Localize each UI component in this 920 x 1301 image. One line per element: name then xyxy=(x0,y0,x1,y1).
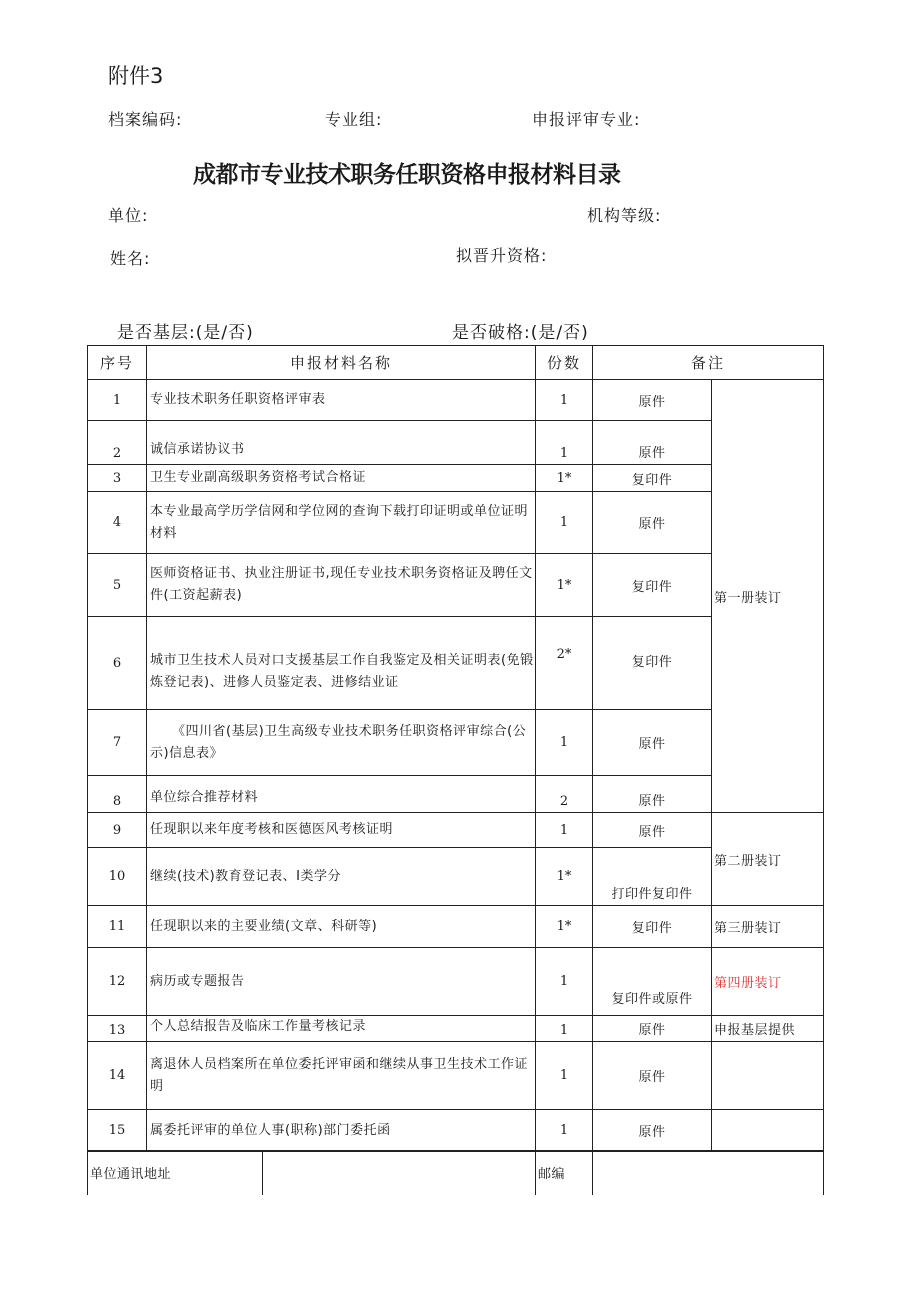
row-no: 15 xyxy=(88,1110,147,1152)
row-doc-type: 打印件复印件 xyxy=(593,848,712,906)
unit-label: 单位: xyxy=(108,206,149,225)
postcode-value[interactable] xyxy=(593,1151,824,1195)
is-grassroots-label: 是否基层:(是/否) xyxy=(117,323,254,343)
row-no: 9 xyxy=(88,813,147,848)
row-material-name: 继续(技术)教育登记表、I类学分 xyxy=(147,848,536,906)
row-material-name: 医师资格证书、执业注册证书,现任专业技术职务资格证及聘任文件(工资起薪表) xyxy=(147,554,536,617)
row-count: 1 xyxy=(536,1110,593,1152)
archive-code-label: 档案编码: xyxy=(108,110,183,129)
row-no: 3 xyxy=(88,465,147,492)
is-exceptional-label: 是否破格:(是/否) xyxy=(452,323,589,343)
row-material-name: 属委托评审的单位人事(职称)部门委托函 xyxy=(147,1110,536,1152)
row-material-name: 诚信承诺协议书 xyxy=(147,421,536,465)
binding-note-vol1: 第一册装订 xyxy=(712,380,824,813)
row-doc-type: 复印件或原件 xyxy=(593,948,712,1016)
row-doc-type: 原件 xyxy=(593,380,712,421)
row-doc-type: 原件 xyxy=(593,776,712,813)
name-label: 姓名: xyxy=(110,249,151,268)
table-row xyxy=(88,948,824,1016)
binding-note-vol3: 第三册装订 xyxy=(712,906,824,948)
table-row xyxy=(88,813,824,848)
row-doc-type: 原件 xyxy=(593,421,712,465)
row-doc-type: 复印件 xyxy=(593,906,712,948)
row-doc-type: 原件 xyxy=(593,813,712,848)
binding-note-vol4: 第四册装订 xyxy=(712,948,824,1016)
table-row xyxy=(88,1042,824,1110)
column-header-note: 备注 xyxy=(593,346,824,380)
row-material-name: 任现职以来年度考核和医德医风考核证明 xyxy=(147,813,536,848)
empty-note-cell xyxy=(712,1042,824,1110)
row-count: 1 xyxy=(536,1042,593,1110)
row-count: 1* xyxy=(536,906,593,948)
table-row xyxy=(88,906,824,948)
row-material-name: 病历或专题报告 xyxy=(147,948,536,1016)
row-count: 1 xyxy=(536,421,593,465)
page-title: 成都市专业技术职务任职资格申报材料目录 xyxy=(193,162,621,188)
row-count: 1* xyxy=(536,848,593,906)
materials-table xyxy=(87,345,824,1152)
row-doc-type: 原件 xyxy=(593,1042,712,1110)
row-no: 5 xyxy=(88,554,147,617)
row-no: 14 xyxy=(88,1042,147,1110)
row-no: 8 xyxy=(88,776,147,813)
column-header-no: 序号 xyxy=(88,346,147,380)
row-count: 1* xyxy=(536,554,593,617)
row-no: 1 xyxy=(88,380,147,421)
table-row xyxy=(88,380,824,421)
row-no: 11 xyxy=(88,906,147,948)
empty-note-cell xyxy=(712,1110,824,1152)
row-count: 1* xyxy=(536,465,593,492)
row-material-name: 《四川省(基层)卫生高级专业技术职务任职资格评审综合(公示)信息表》 xyxy=(147,710,536,776)
review-specialty-label: 申报评审专业: xyxy=(532,110,641,129)
table-row xyxy=(88,1016,824,1042)
row-count: 1 xyxy=(536,1016,593,1042)
row-no: 13 xyxy=(88,1016,147,1042)
row-material-name: 个人总结报告及临床工作量考核记录 xyxy=(147,1016,536,1042)
column-header-count: 份数 xyxy=(536,346,593,380)
postcode-label: 邮编 xyxy=(536,1151,593,1195)
row-doc-type: 复印件 xyxy=(593,617,712,710)
row-no: 12 xyxy=(88,948,147,1016)
table-row xyxy=(88,1110,824,1152)
grassroots-note: 申报基层提供 xyxy=(712,1016,824,1042)
row-count: 1 xyxy=(536,710,593,776)
row-material-name: 离退休人员档案所在单位委托评审函和继续从事卫生技术工作证明 xyxy=(147,1042,536,1110)
row-doc-type: 原件 xyxy=(593,1016,712,1042)
row-no: 10 xyxy=(88,848,147,906)
row-no: 4 xyxy=(88,492,147,554)
table-header-row xyxy=(88,346,824,380)
column-header-name: 申报材料名称 xyxy=(147,346,536,380)
row-material-name: 任现职以来的主要业绩(文章、科研等) xyxy=(147,906,536,948)
row-material-name: 城市卫生技术人员对口支援基层工作自我鉴定及相关证明表(免锻炼登记表)、进修人员鉴定表、进修结业证 xyxy=(147,617,536,710)
row-count: 2 xyxy=(536,776,593,813)
row-no: 6 xyxy=(88,617,147,710)
address-label: 单位通讯地址 xyxy=(88,1151,263,1195)
footer-row xyxy=(88,1151,824,1195)
footer-table xyxy=(87,1150,824,1195)
row-material-name: 专业技术职务任职资格评审表 xyxy=(147,380,536,421)
proposed-qualification-label: 拟晋升资格: xyxy=(456,246,548,265)
row-no: 2 xyxy=(88,421,147,465)
institution-level-label: 机构等级: xyxy=(587,206,662,225)
row-material-name: 单位综合推荐材料 xyxy=(147,776,536,813)
row-doc-type: 复印件 xyxy=(593,465,712,492)
row-count: 2* xyxy=(536,617,593,710)
row-material-name: 卫生专业副高级职务资格考试合格证 xyxy=(147,465,536,492)
specialty-group-label: 专业组: xyxy=(325,110,383,129)
row-doc-type: 原件 xyxy=(593,1110,712,1152)
address-value[interactable] xyxy=(263,1151,536,1195)
row-count: 1 xyxy=(536,948,593,1016)
row-count: 1 xyxy=(536,380,593,421)
row-doc-type: 复印件 xyxy=(593,554,712,617)
binding-note-vol2: 第二册装订 xyxy=(712,813,824,906)
row-doc-type: 原件 xyxy=(593,710,712,776)
attachment-label: 附件3 xyxy=(108,64,164,88)
row-doc-type: 原件 xyxy=(593,492,712,554)
row-material-name: 本专业最高学历学信网和学位网的查询下载打印证明或单位证明材料 xyxy=(147,492,536,554)
row-count: 1 xyxy=(536,813,593,848)
row-no: 7 xyxy=(88,710,147,776)
row-count: 1 xyxy=(536,492,593,554)
